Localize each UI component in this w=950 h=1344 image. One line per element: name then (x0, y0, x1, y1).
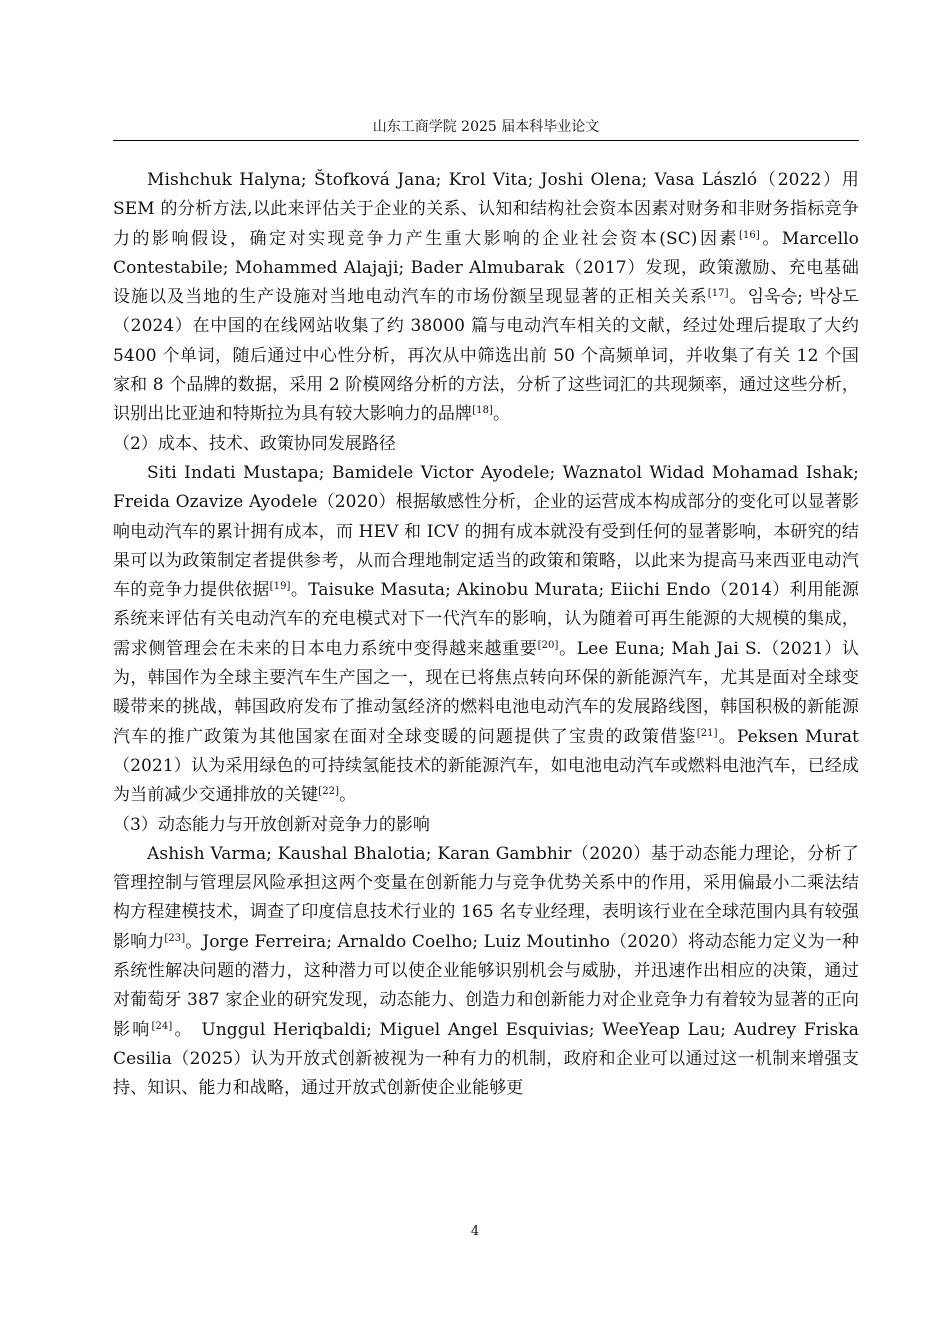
citation-marker: [21] (696, 727, 718, 739)
paragraph-text: 。Lee Euna; Mah Jai S.（2021）认为，韩国作为全球主要汽车生产国之一，现在已将焦点转向环保的新能源汽车，尤其是面对全球变暖带来的挑战，韩国政府发布了推动氢经济的燃料电池电动汽车的发展路线图，韩国积极的新能源汽车的推广政策为其他国家在面对全球变暖的问题提供了宝贵的政策借鉴 (113, 638, 859, 747)
page-body (113, 166, 859, 1104)
citation-marker: [23] (164, 932, 186, 944)
page-footer (0, 1224, 950, 1239)
paragraph-text: Mishchuk Halyna; Štofková Jana; Krol Vita; Joshi Olena; Vasa László（2022）用 SEM 的分析方法,以此来评估关于企业的关系、认知和结构社会资本因素对财务和非财务指标竞争力的影响假设，确定对实现竞争力产生重大影响的企业社会资本(SC)因素 (113, 170, 859, 249)
citation-marker: [19] (269, 581, 291, 593)
section-heading-text: （2）成本、技术、政策协同发展路径 (113, 433, 396, 454)
citation-marker: [17] (707, 288, 729, 300)
paragraph-text: 。Peksen Murat（2021）认为采用绿色的可持续氢能技术的新能源汽车，如电池电动汽车或燃料电池汽车，已经成为当前减少交通排放的关键 (113, 726, 859, 806)
citation-marker: [20] (537, 639, 559, 651)
paragraph-text: Siti Indati Mustapa; Bamidele Victor Ayodele; Waznatol Widad Mohamad Ishak; Freida Ozavize Ayodele（2020）根据敏感性分析，企业的运营成本构成部分的变化可以显著影响电动汽车的累计拥有成本，而 HEV 和 ICV 的拥有成本就没有受到任何的显著影响，本研究的结果可以为政策制定者提供参考，从而合理地制定适当的政策和策略，以此来为提高马来西亚电动汽车的竞争力提供依据 (113, 462, 859, 601)
paragraph-text: 。임욱승; 박상도（2024）在中国的在线网站收集了约 38000 篇与电动汽车相关的文献，经过处理后提取了大约 5400 个单词，随后通过中心性分析，再次从中筛选出前 50 个高频单词，并收集了有关 12 个国家和 8 个品牌的数据，采用 2 阶模网络分析的方法，分析了这些词汇的共现频率，通过这些分析，识别出比亚迪和特斯拉为具有较大影响力的品牌 (113, 287, 859, 425)
paragraph-text: 。Marcello Contestabile; Mohammed Alajaji; Bader Almubarak（2017）发现，政策激励、充电基础设施以及当地的生产设施对当地电动汽车的市场份额呈现显著的正相关关系 (113, 228, 859, 308)
citation-marker: [22] (318, 786, 340, 798)
running-header (113, 117, 859, 141)
body-paragraph (113, 459, 859, 811)
paragraph-text: 。 Unggul Heriqbaldi; Miguel Angel Esquivias; WeeYeap Lau; Audrey Friska Cesilia（2025）认为开放式创新被视为一种有力的机制，政府和企业可以通过这一机制来增强支持、知识、能力和战略，通过开放式创新使企业能够更 (113, 1019, 859, 1099)
citation-marker: [18] (472, 405, 494, 417)
header-title: 山东工商学院 2025 届本科毕业论文 (372, 119, 600, 135)
citation-marker: [16] (738, 229, 760, 241)
paragraph-text: 。 (339, 785, 357, 806)
citation-marker: [24] (151, 1020, 173, 1032)
paragraph-text: 。Jorge Ferreira; Arnaldo Coelho; Luiz Moutinho（2020）将动态能力定义为一种系统性解决问题的潜力，这种潜力可以使企业能够识别机会与威胁，并迅速作出相应的决策，通过对葡萄牙 387 家企业的研究发现，动态能力、创造力和创新能力对企业竞争力有着较为显著的正向影响 (113, 931, 859, 1040)
page-number: 4 (470, 1224, 480, 1239)
body-paragraph (113, 840, 859, 1104)
paragraph-text: Ashish Varma; Kaushal Bhalotia; Karan Gambhir（2020）基于动态能力理论，分析了管理控制与管理层风险承担这两个变量在创新能力与竞争优势关系中的作用，采用偏最小二乘法结构方程建模技术，调查了印度信息技术行业的 165 名专业经理，表明该行业在全球范围内具有较强影响力 (113, 843, 859, 952)
paragraph-text: 。 (493, 404, 511, 425)
header-rule (113, 140, 859, 141)
section-heading (113, 430, 859, 459)
paragraph-text: 。Taisuke Masuta; Akinobu Murata; Eiichi Endo（2014）利用能源系统来评估有关电动汽车的充电模式对下一代汽车的影响，认为随着可再生能源的大规模的集成，需求侧管理会在未来的日本电力系统中变得越来越重要 (113, 580, 859, 659)
body-paragraph (113, 166, 859, 430)
section-heading-text: （3）动态能力与开放创新对竞争力的影响 (113, 814, 430, 835)
section-heading (113, 811, 859, 840)
